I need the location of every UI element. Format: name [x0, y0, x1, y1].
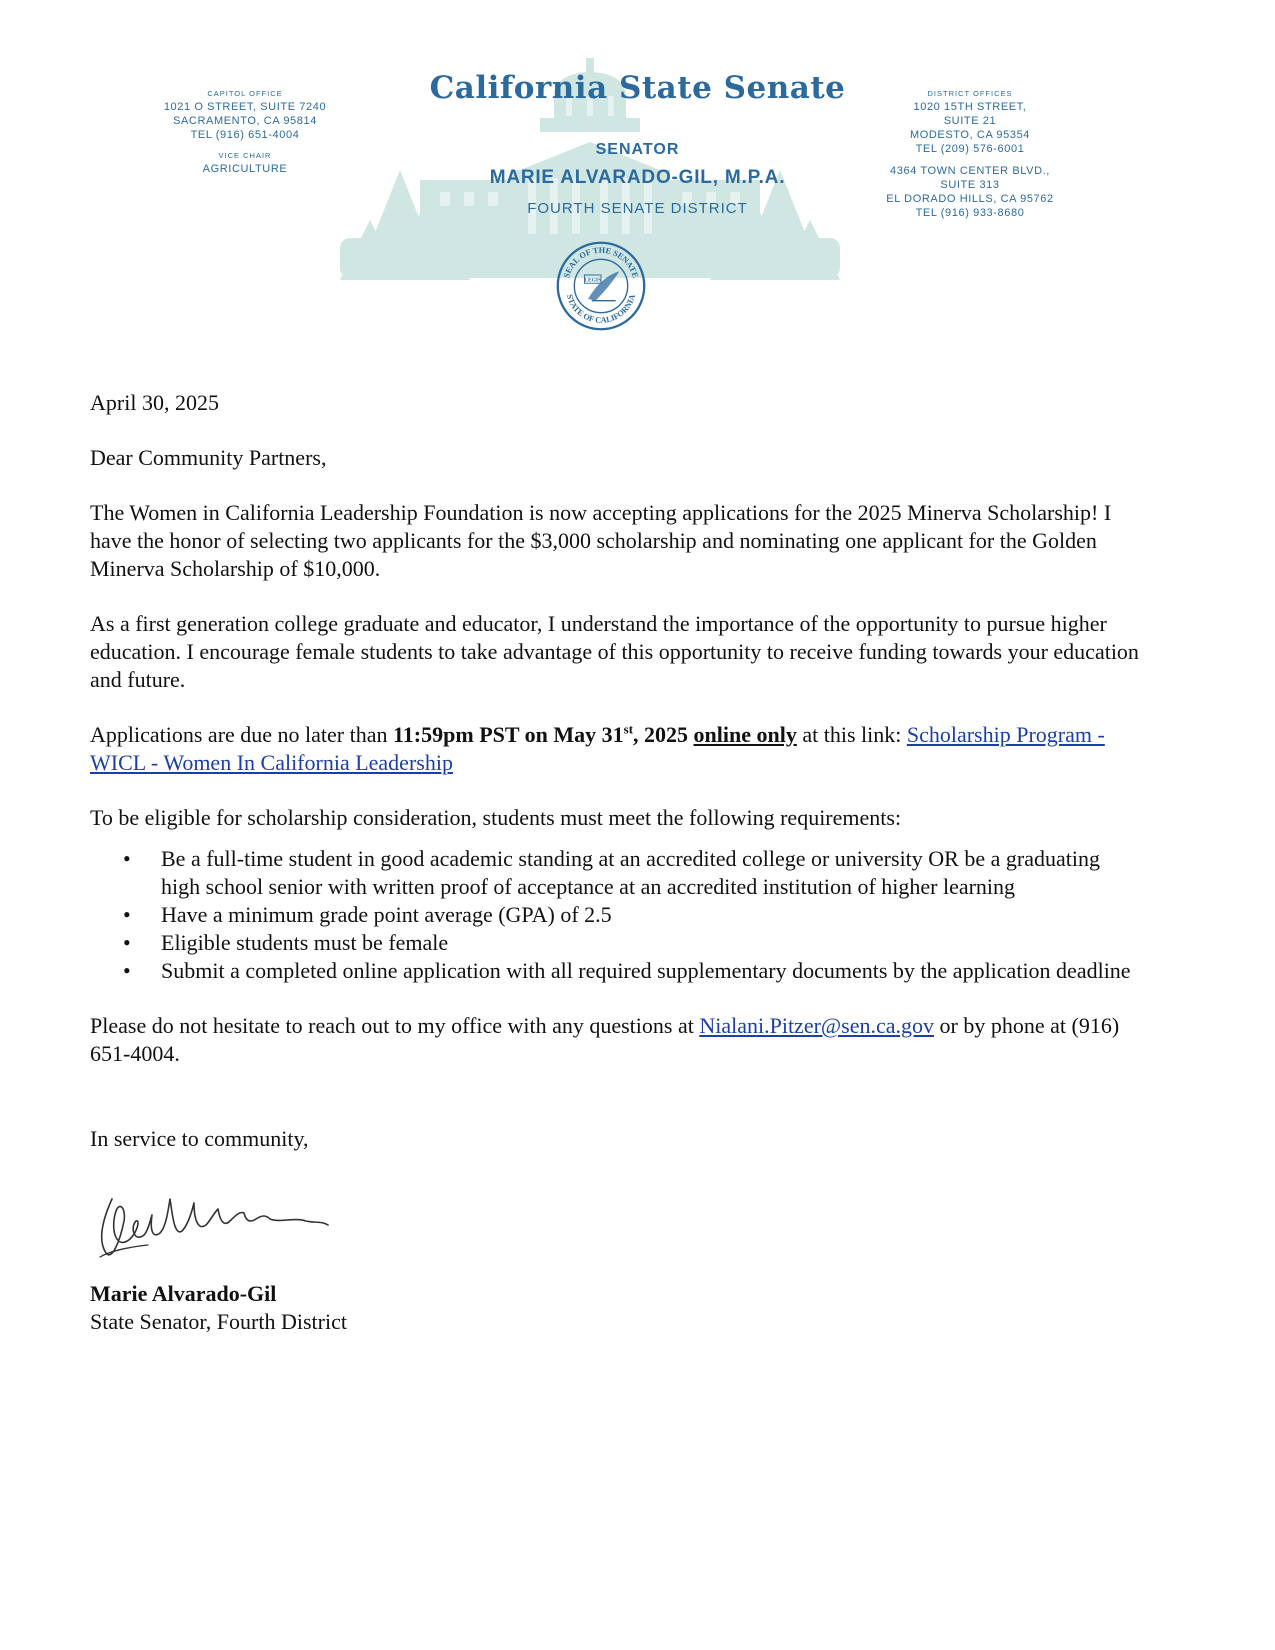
capitol-office-phone: TEL (916) 651-4004 [190, 129, 300, 141]
salutation: Dear Community Partners, [90, 445, 327, 470]
paragraph-deadline [90, 721, 1140, 777]
signer-title: State Senator, Fourth District [90, 1309, 347, 1334]
svg-text:SEAL OF THE SENATE [562, 246, 640, 280]
closing: In service to community, [90, 1126, 309, 1151]
letterhead [0, 0, 1275, 360]
bullet-icon: • [123, 930, 131, 955]
senate-seal-icon [555, 240, 647, 332]
district-office1-line1: 1020 15TH STREET, [913, 101, 1027, 113]
paragraph-motivation: As a first generation college graduate and educator, I understand the importance of the opportunity to pursue higher education. I encourage female students to take advantage of this opportunity to receive funding towards your education and future. [90, 611, 1139, 692]
district-offices-label: DISTRICT OFFICES [927, 89, 1013, 98]
deadline-time: 11:59pm PST on May 31 [393, 722, 624, 747]
scholarship-program-link[interactable]: Scholarship Program - WICL - Women In California Leadership [90, 722, 1105, 775]
list-item: • Eligible students must be female [123, 930, 449, 955]
capitol-office-address-line2: SACRAMENTO, CA 95814 [173, 115, 317, 127]
district-office1-phone: TEL (209) 576-6001 [915, 143, 1025, 155]
committee-name: AGRICULTURE [202, 163, 288, 175]
requirements-list [90, 845, 1140, 985]
vice-chair-label: VICE CHAIR [218, 151, 272, 160]
letterhead-title: California State Senate [429, 70, 846, 106]
paragraph-contact: Please do not hesitate to reach out to my office with any questions at Nialani.Pitzer@sen.ca.gov or by phone at (916) 651-4004. [90, 1013, 1120, 1066]
paragraph-announcement: The Women in California Leadership Foundation is now accepting applications for the 2025 Minerva Scholarship! I have the honor of selecting two applicants for the $3,000 scholarship and nominating one applicant for the Golden Minerva Scholarship of $10,000. [90, 500, 1112, 581]
district-office2-phone: TEL (916) 933-8680 [915, 207, 1025, 219]
handwritten-signature [90, 1181, 350, 1273]
letter-date: April 30, 2025 [90, 390, 219, 415]
contact-email-link[interactable]: Nialani.Pitzer@sen.ca.gov [699, 1013, 935, 1038]
district-office1-line2: SUITE 21 [943, 115, 997, 127]
district-office2-line2: SUITE 313 [940, 179, 1000, 191]
deadline-ordinal: st [623, 721, 634, 737]
signer-name: Marie Alvarado-Gil [90, 1281, 277, 1306]
deadline-middle: at this link: [796, 722, 907, 747]
seal-top-text: SEAL OF THE SENATE [562, 245, 640, 279]
capitol-office-address-line1: 1021 O STREET, SUITE 7240 [163, 101, 327, 113]
senate-district: FOURTH SENATE DISTRICT [527, 200, 748, 217]
seal-center-text: LEGIS [584, 277, 602, 284]
bullet-icon: • [123, 958, 131, 983]
senator-label: SENATOR [595, 141, 680, 158]
district-office2-line1: 4364 TOWN CENTER BLVD., [890, 165, 1050, 177]
bullet-icon: • [123, 902, 131, 927]
seal-bottom-text: STATE OF CALIFORNIA [564, 293, 638, 325]
bullet-icon: • [123, 846, 131, 871]
district-office2-line3: EL DORADO HILLS, CA 95762 [886, 193, 1054, 205]
senator-name: MARIE ALVARADO-GIL, M.P.A. [489, 167, 786, 188]
capitol-office-block [150, 88, 340, 176]
letter-body [90, 389, 1140, 1336]
district-office1-line3: MODESTO, CA 95354 [909, 129, 1031, 141]
requirements-intro: To be eligible for scholarship consideration, students must meet the following requirements: [90, 805, 902, 830]
district-offices-block [870, 88, 1070, 220]
online-only-emphasis: online only [693, 722, 797, 747]
deadline-year: , 2025 [633, 722, 689, 747]
deadline-prefix: Applications are due no later than [90, 722, 394, 747]
list-item: • Have a minimum grade point average (GPA) of 2.5 [123, 902, 612, 927]
list-item: • Be a full-time student in good academic standing at an accredited college or university OR be a graduating high school senior with written proof of acceptance at an accredited institution of higher learning [123, 846, 1100, 899]
capitol-office-label: CAPITOL OFFICE [207, 89, 283, 98]
list-item: • Submit a completed online application with all required supplementary documents by the application deadline [123, 958, 1131, 983]
